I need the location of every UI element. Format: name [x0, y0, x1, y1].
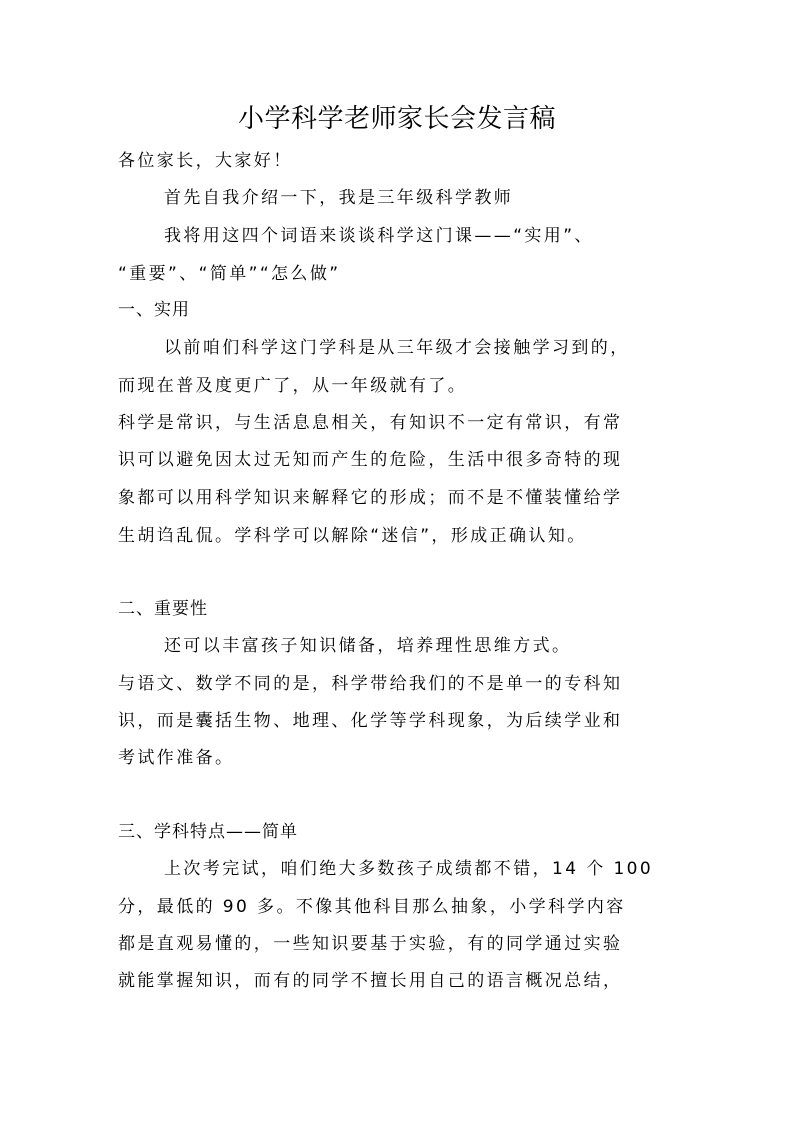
- document-title: 小学科学老师家长会发言稿: [237, 104, 556, 134]
- paragraph-line: 还可以丰富孩子知识储备，培养理性思维方式。: [164, 636, 572, 656]
- paragraph-line: 象都可以用科学知识来解释它的形成；而不是不懂装懂给学: [118, 488, 623, 508]
- section-heading-practical: 一、实用: [118, 300, 190, 320]
- paragraph-line: 考试作准备。: [118, 748, 235, 768]
- paragraph-line: 生胡诌乱侃。学科学可以解除“迷信”，形成正确认知。: [118, 526, 587, 546]
- paragraph-line: 就能掌握知识，而有的同学不擅长用自己的语言概况总结，: [118, 971, 623, 991]
- section-heading-features: 三、学科特点——简单: [118, 822, 298, 842]
- paragraph-line: “重要”、“简单”“怎么做”: [118, 264, 341, 284]
- paragraph-line: 而现在普及度更广了，从一年级就有了。: [118, 376, 468, 396]
- greeting-line: 各位家长，大家好！: [118, 151, 293, 171]
- paragraph-line: 以前咱们科学这门学科是从三年级才会接触学习到的，: [164, 338, 630, 358]
- paragraph-line: 科学是常识，与生活息息相关，有知识不一定有常识，有常: [118, 413, 623, 433]
- paragraph-line: 分，最低的 90 多。不像其他科目那么抽象，小学科学内容: [118, 897, 626, 917]
- paragraph-line: 上次考完试，咱们绝大多数孩子成绩都不错，14 个 100: [164, 859, 654, 879]
- paragraph-line: 与语文、数学不同的是，科学带给我们的不是单一的专科知: [118, 674, 623, 694]
- paragraph-line: 都是直观易懂的，一些知识要基于实验，有的同学通过实验: [118, 934, 623, 954]
- paragraph-line: 我将用这四个词语来谈谈科学这门课——“实用”、: [164, 226, 594, 246]
- intro-line: 首先自我介绍一下，我是三年级科学教师: [164, 188, 514, 208]
- paragraph-line: 识，而是囊括生物、地理、化学等学科现象，为后续学业和: [118, 711, 623, 731]
- paragraph-line: 识可以避免因太过无知而产生的危险，生活中很多奇特的现: [118, 450, 623, 470]
- section-heading-importance: 二、重要性: [118, 599, 208, 619]
